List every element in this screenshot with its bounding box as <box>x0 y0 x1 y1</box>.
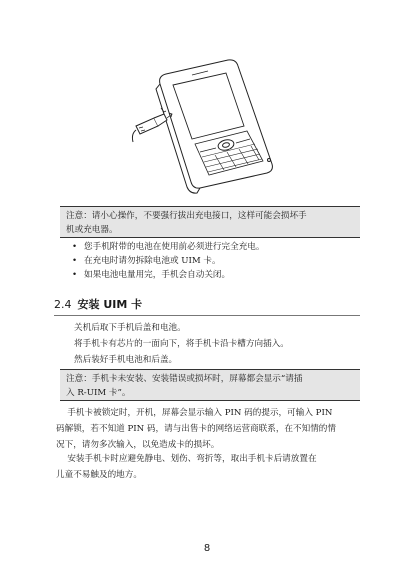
paragraph-line: 安装手机卡时应避免静电、划伤、弯折等，取出手机卡后请放置在 <box>67 454 317 464</box>
step-line: 将手机卡有芯片的一面向下，将手机卡沿卡槽方向插入。 <box>74 339 289 349</box>
charging-tips-list <box>72 240 264 282</box>
bullet-icon: • <box>72 270 78 280</box>
step-line: 关机后取下手机后盖和电池。 <box>74 323 186 333</box>
note-line: 注意：请小心操作，不要强行拔出充电接口，这样可能会损坏手 <box>66 211 307 221</box>
note-line: 入 R-UIM 卡”。 <box>66 388 131 398</box>
list-item: • 您手机附带的电池在使用前必须进行完全充电。 <box>72 242 265 252</box>
step-line: 然后装好手机电池和后盖。 <box>74 355 178 365</box>
handling-paragraph <box>56 451 372 483</box>
uim-warning-note <box>60 369 360 401</box>
paragraph-line: 码解锁，若不知道 PIN 码，请与出售卡的网络运营商联系，在不知情的情 <box>56 424 336 434</box>
section-title: 安装 UIM 卡 <box>77 298 143 311</box>
charging-caution-note <box>60 206 360 238</box>
note-line: 机或充电器。 <box>66 225 118 235</box>
section-number: 2.4 <box>54 298 72 311</box>
page-number: 8 <box>203 543 211 554</box>
list-item: • 如果电池电量用完，手机会自动关闭。 <box>72 270 231 280</box>
paragraph-line: 况下，请勿多次输入，以免造成卡的损坏。 <box>56 440 220 450</box>
bullet-icon: • <box>72 256 78 266</box>
pin-lock-paragraph <box>56 405 372 453</box>
paragraph-line: 手机卡被锁定时，开机，屏幕会显示输入 PIN 码的提示，可输入 PIN <box>67 408 333 418</box>
section-heading <box>54 297 360 316</box>
list-item: • 在充电时请勿拆除电池或 UIM 卡。 <box>72 256 221 266</box>
paragraph-line: 儿童不易触及的地方。 <box>56 470 142 480</box>
install-steps <box>74 320 289 368</box>
note-line: 注意：手机卡未安装、安装错误或损坏时，屏幕都会显示“请插 <box>66 374 303 384</box>
bullet-icon: • <box>72 242 78 252</box>
phone-charging-illustration <box>130 56 290 206</box>
